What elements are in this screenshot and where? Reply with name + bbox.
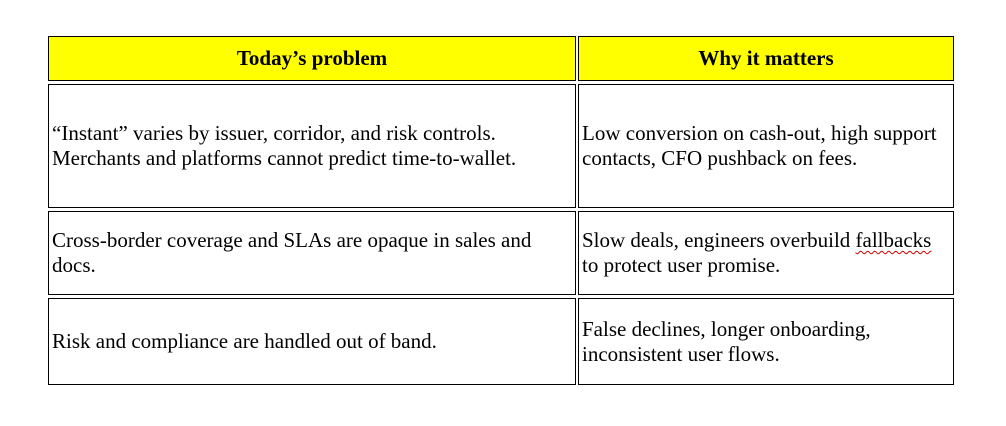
cell-text: Cross-border coverage and SLAs are opaque in sales and docs. bbox=[52, 228, 532, 277]
header-why-it-matters bbox=[578, 36, 954, 81]
cell-text-wrapper bbox=[582, 228, 950, 278]
table-cell-problem-1[interactable] bbox=[48, 84, 576, 208]
table-cell-impact-1[interactable] bbox=[578, 84, 954, 208]
cell-text: Risk and compliance are handled out of band. bbox=[52, 329, 437, 353]
table-cell-problem-2[interactable] bbox=[48, 211, 576, 295]
table-cell-impact-2[interactable] bbox=[578, 211, 954, 295]
cell-text: Low conversion on cash-out, high support contacts, CFO pushback on fees. bbox=[582, 121, 937, 170]
cell-text: False declines, longer onboarding, inconsistent user flows. bbox=[582, 316, 871, 366]
table-cell-problem-3[interactable] bbox=[48, 298, 576, 385]
spellcheck-flagged-word[interactable]: fallbacks bbox=[855, 228, 932, 252]
cell-text-part: to protect user promise. bbox=[582, 253, 781, 277]
problem-impact-table bbox=[48, 36, 954, 385]
header-label-problem: Today’s problem bbox=[236, 46, 388, 70]
table-cell-impact-3[interactable] bbox=[578, 298, 954, 385]
cell-text: “Instant” varies by issuer, corridor, and risk controls. Merchants and platforms cannot predict time-to-wallet. bbox=[52, 121, 517, 170]
cell-text-part: Slow deals, engineers overbuild bbox=[582, 228, 856, 252]
header-label-impact: Why it matters bbox=[698, 46, 834, 70]
header-todays-problem bbox=[48, 36, 576, 81]
